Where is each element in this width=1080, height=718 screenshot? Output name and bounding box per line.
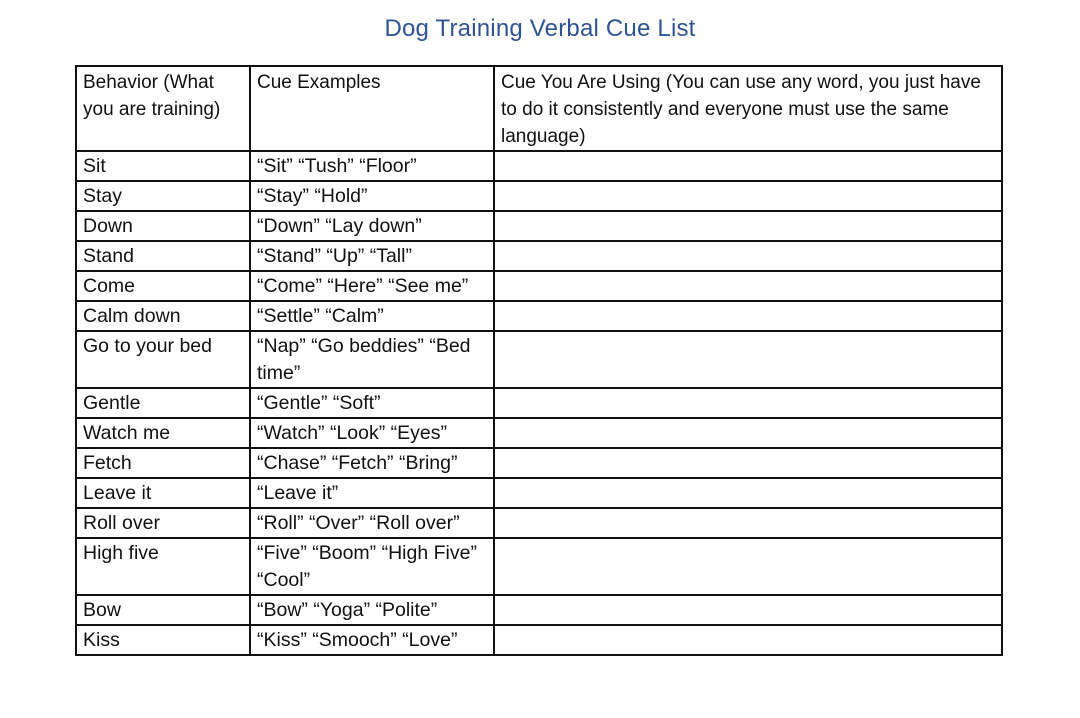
cue-using-cell[interactable] <box>494 271 1002 301</box>
header-behavior: Behavior (What you are training) <box>76 66 250 151</box>
cue-examples-cell: “Stay” “Hold” <box>250 181 494 211</box>
behavior-cell: Stand <box>76 241 250 271</box>
table-row <box>76 271 1002 301</box>
table-row <box>76 508 1002 538</box>
document-title: Dog Training Verbal Cue List <box>384 15 696 42</box>
table-row <box>76 625 1002 655</box>
cue-examples-cell: “Nap” “Go beddies” “Bed time” <box>250 331 494 388</box>
cue-using-cell[interactable] <box>494 595 1002 625</box>
cue-examples-cell: “Watch” “Look” “Eyes” <box>250 418 494 448</box>
behavior-cell: Down <box>76 211 250 241</box>
behavior-cell: Go to your bed <box>76 331 250 388</box>
header-cue-examples: Cue Examples <box>250 66 494 151</box>
cue-using-cell[interactable] <box>494 448 1002 478</box>
behavior-cell: Sit <box>76 151 250 181</box>
behavior-cell: Come <box>76 271 250 301</box>
table-row <box>76 388 1002 418</box>
table-row <box>76 331 1002 388</box>
behavior-cell: Calm down <box>76 301 250 331</box>
table-row <box>76 151 1002 181</box>
header-cue-using: Cue You Are Using (You can use any word, you just have to do it consistently and everyone must use the same language) <box>494 66 1002 151</box>
table-row <box>76 211 1002 241</box>
cue-examples-cell: “Kiss” “Smooch” “Love” <box>250 625 494 655</box>
cue-using-cell[interactable] <box>494 211 1002 241</box>
table-row <box>76 595 1002 625</box>
table-row <box>76 538 1002 595</box>
cue-using-cell[interactable] <box>494 478 1002 508</box>
behavior-cell: Roll over <box>76 508 250 538</box>
behavior-cell: Leave it <box>76 478 250 508</box>
table-row <box>76 418 1002 448</box>
cue-examples-cell: “Leave it” <box>250 478 494 508</box>
cue-using-cell[interactable] <box>494 301 1002 331</box>
cue-examples-cell: “Bow” “Yoga” “Polite” <box>250 595 494 625</box>
behavior-cell: Fetch <box>76 448 250 478</box>
cue-using-cell[interactable] <box>494 508 1002 538</box>
cue-table <box>75 65 1003 656</box>
cue-examples-cell: “Gentle” “Soft” <box>250 388 494 418</box>
cue-examples-cell: “Settle” “Calm” <box>250 301 494 331</box>
behavior-cell: High five <box>76 538 250 595</box>
behavior-cell: Bow <box>76 595 250 625</box>
cue-using-cell[interactable] <box>494 625 1002 655</box>
cue-using-cell[interactable] <box>494 151 1002 181</box>
cue-using-cell[interactable] <box>494 331 1002 388</box>
cue-examples-cell: “Sit” “Tush” “Floor” <box>250 151 494 181</box>
behavior-cell: Kiss <box>76 625 250 655</box>
behavior-cell: Stay <box>76 181 250 211</box>
cue-using-cell[interactable] <box>494 181 1002 211</box>
cue-examples-cell: “Down” “Lay down” <box>250 211 494 241</box>
cue-using-cell[interactable] <box>494 241 1002 271</box>
table-row <box>76 448 1002 478</box>
cue-examples-cell: “Five” “Boom” “High Five” “Cool” <box>250 538 494 595</box>
table-row <box>76 301 1002 331</box>
cue-using-cell[interactable] <box>494 388 1002 418</box>
behavior-cell: Watch me <box>76 418 250 448</box>
behavior-cell: Gentle <box>76 388 250 418</box>
table-row <box>76 181 1002 211</box>
cue-examples-cell: “Chase” “Fetch” “Bring” <box>250 448 494 478</box>
table-row <box>76 478 1002 508</box>
cue-using-cell[interactable] <box>494 538 1002 595</box>
cue-examples-cell: “Roll” “Over” “Roll over” <box>250 508 494 538</box>
cue-examples-cell: “Stand” “Up” “Tall” <box>250 241 494 271</box>
cue-examples-cell: “Come” “Here” “See me” <box>250 271 494 301</box>
table-row <box>76 241 1002 271</box>
cue-using-cell[interactable] <box>494 418 1002 448</box>
table-header-row <box>76 66 1002 151</box>
